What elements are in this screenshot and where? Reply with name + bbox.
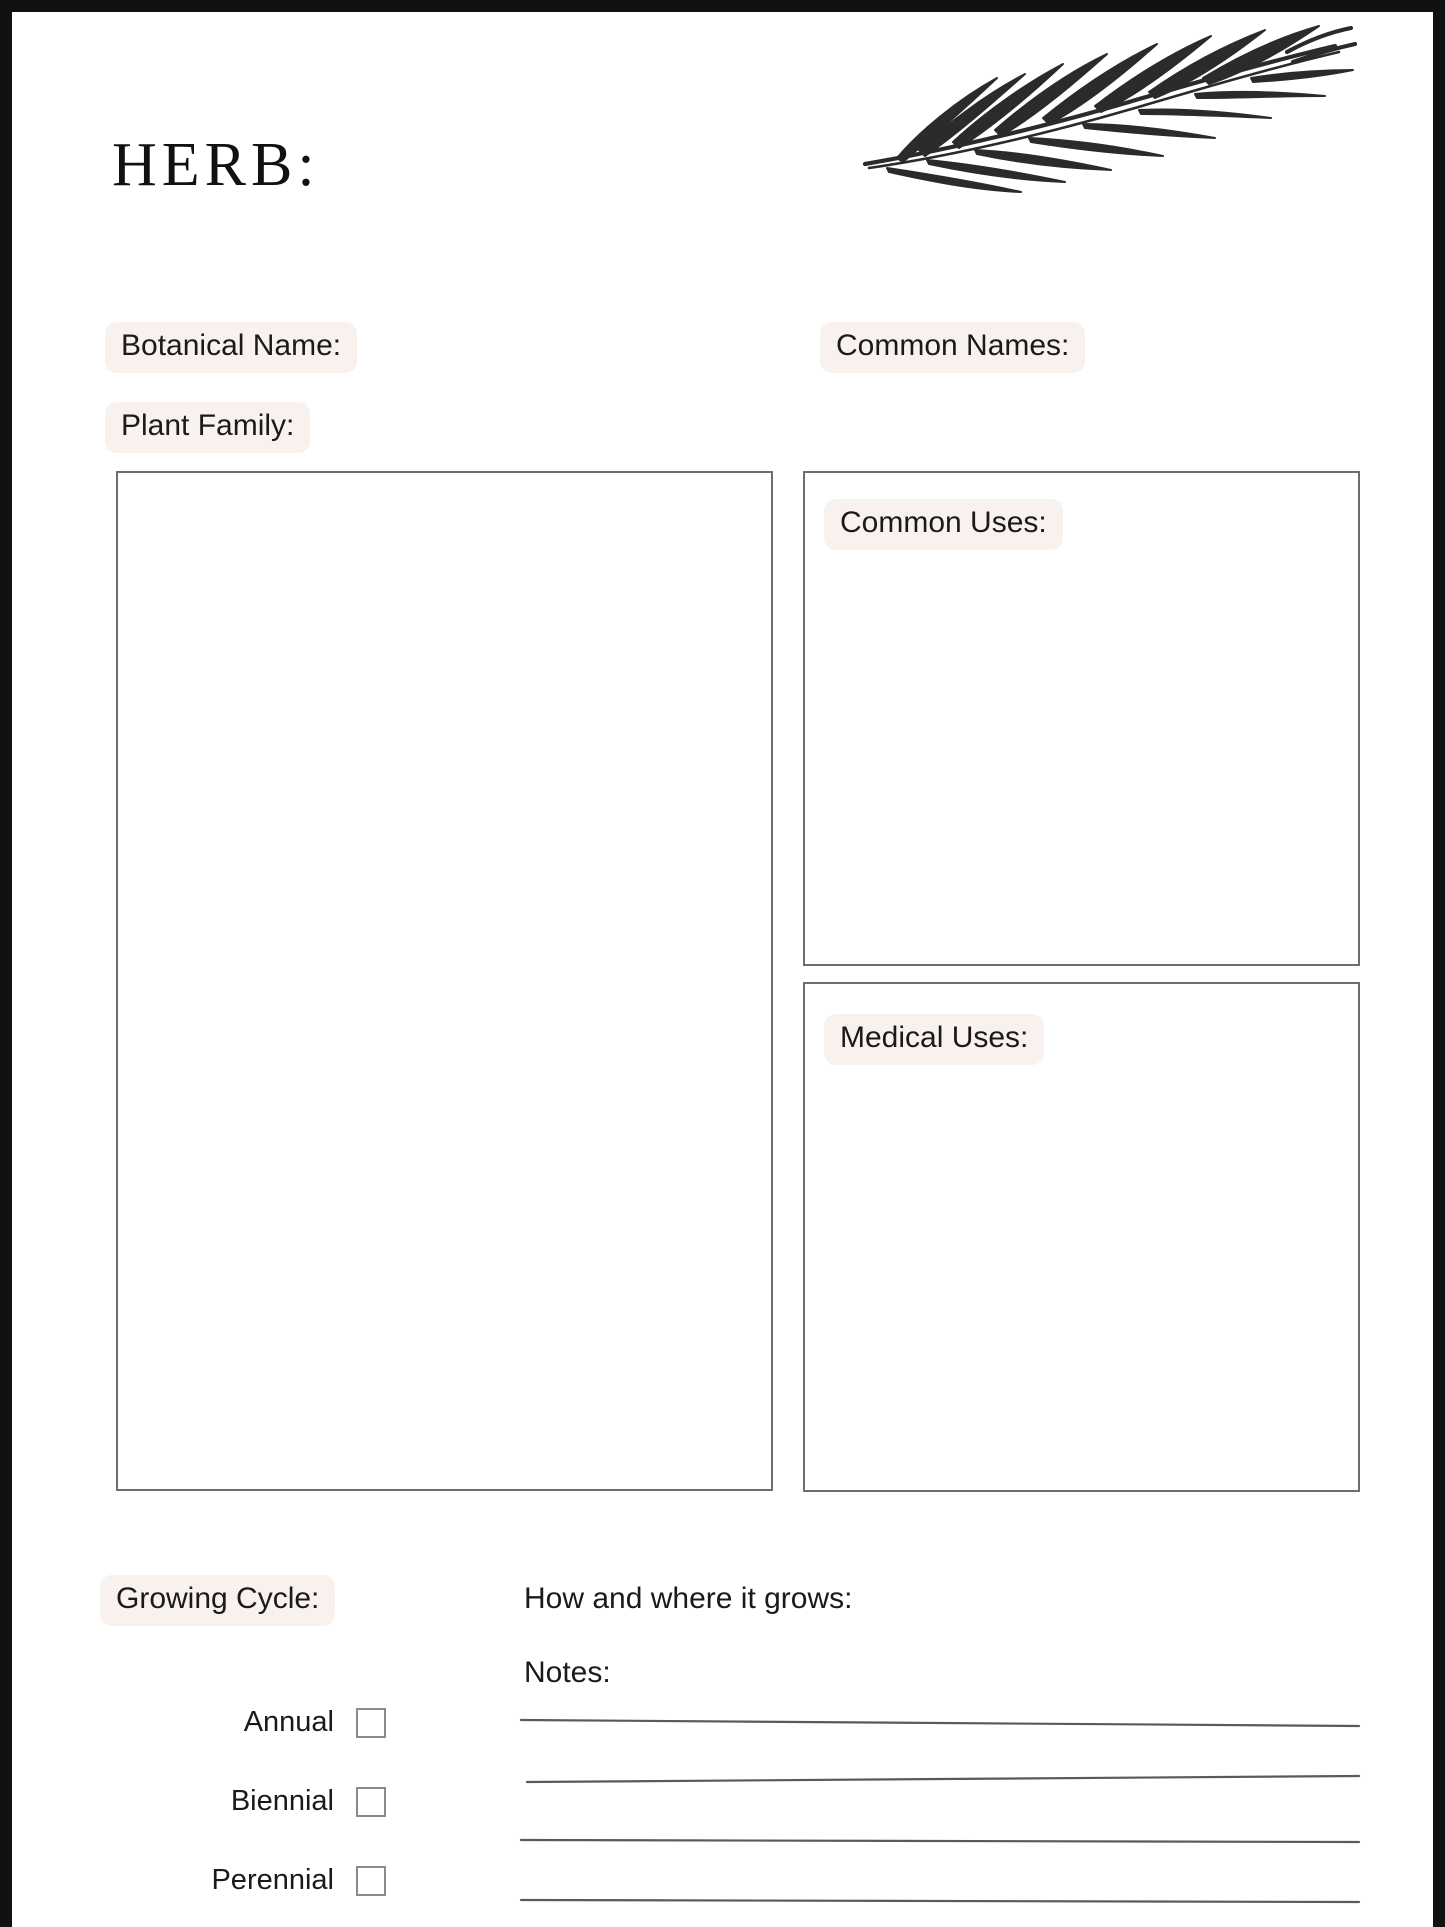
label-medical-uses: Medical Uses: <box>824 1014 1044 1065</box>
label-common-uses: Common Uses: <box>824 499 1063 550</box>
checkbox-biennial[interactable] <box>356 1787 386 1817</box>
notes-line <box>527 1776 1359 1782</box>
label-common-names: Common Names: <box>820 322 1085 373</box>
checkbox-annual[interactable] <box>356 1708 386 1738</box>
worksheet-sheet <box>12 12 1433 1927</box>
growing-cycle-option-biennial[interactable] <box>164 1785 386 1818</box>
checkbox-perennial[interactable] <box>356 1866 386 1896</box>
label-growing-cycle: Growing Cycle: <box>100 1575 335 1626</box>
notes-line <box>521 1720 1359 1726</box>
herb-sprig-icon <box>857 22 1357 202</box>
growing-cycle-label-biennial: Biennial <box>230 1785 334 1817</box>
growing-cycle-label-annual: Annual <box>243 1706 334 1738</box>
notes-ruled-lines[interactable] <box>517 1702 1362 1927</box>
growing-cycle-option-annual[interactable] <box>164 1706 386 1739</box>
plant-description-box[interactable] <box>116 471 773 1491</box>
growing-cycle-label-perennial: Perennial <box>211 1864 334 1896</box>
label-botanical-name: Botanical Name: <box>105 322 357 373</box>
growing-cycle-option-perennial[interactable] <box>164 1864 386 1897</box>
label-notes: Notes: <box>524 1656 611 1689</box>
label-plant-family: Plant Family: <box>105 402 310 453</box>
page-title: HERB: <box>112 131 320 199</box>
label-how-and-where-it-grows: How and where it grows: <box>524 1582 853 1615</box>
notes-line <box>521 1840 1359 1842</box>
notes-line <box>521 1900 1359 1902</box>
